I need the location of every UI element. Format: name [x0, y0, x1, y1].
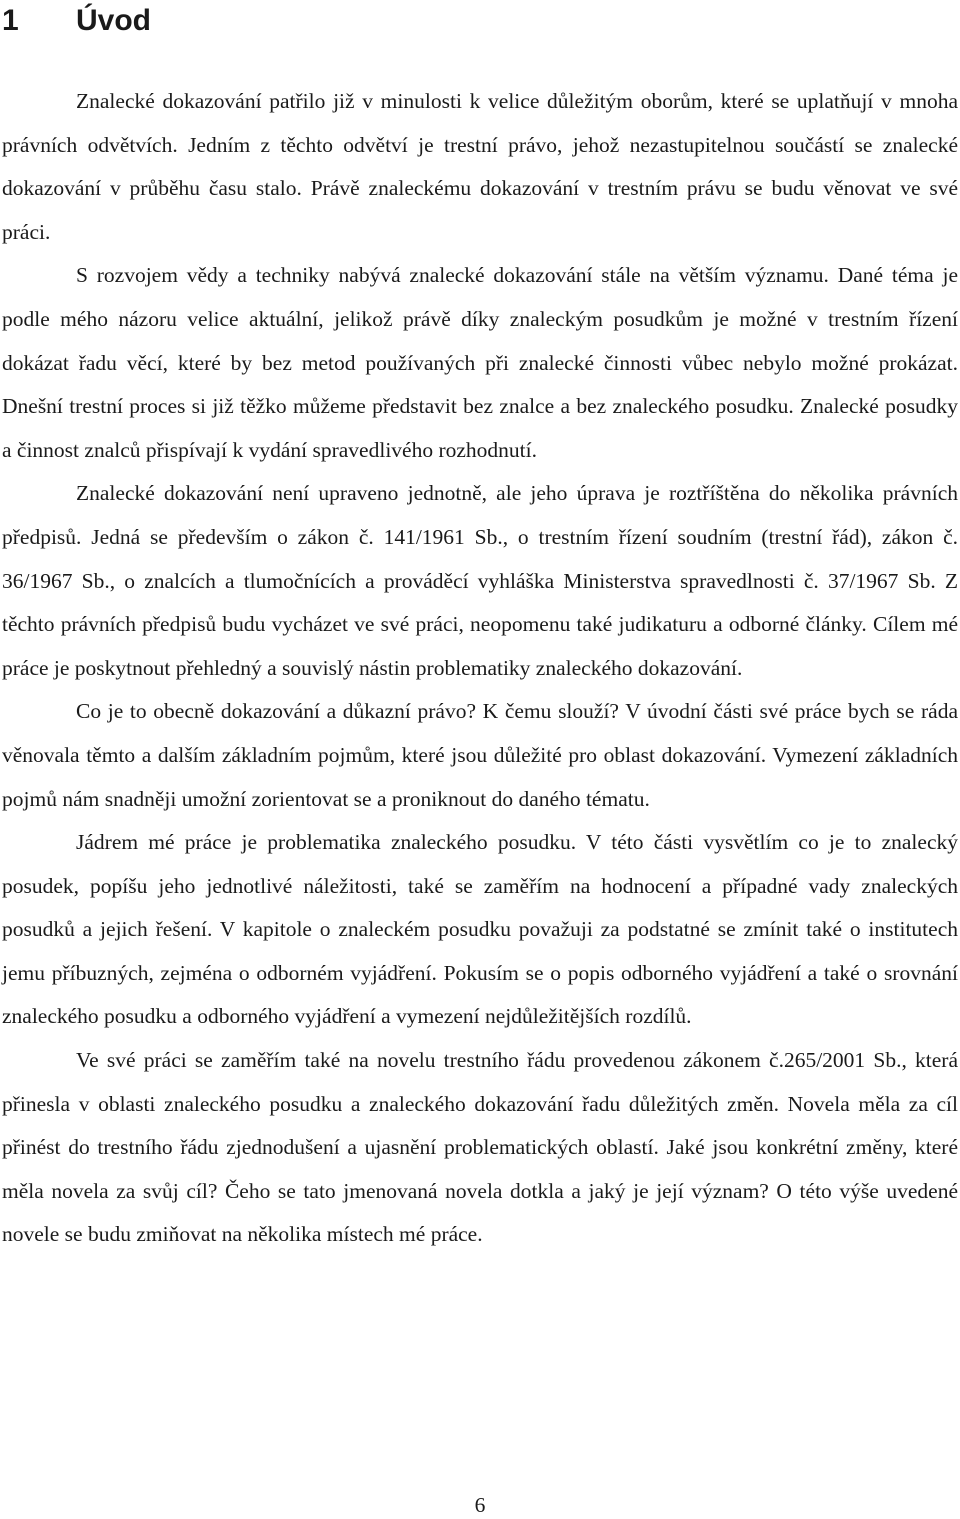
- paragraph: Znalecké dokazování patřilo již v minulosti k velice důležitým oborům, které se uplatňují v mnoha právních odvětvích. Jedním z těchto odvětví je trestní právo, jehož nezastupitelnou součástí se znalecké dokazování v průběhu času stalo. Právě znaleckému dokazování v trestním právu se budu věnovat ve své práci.: [2, 89, 958, 244]
- paragraph: Co je to obecně dokazování a důkazní právo? K čemu slouží? V úvodní části své práce bych se ráda věnovala těmto a dalším základním pojmům, které jsou důležité pro oblast dokazování. Vymezení základních pojmů nám snadněji umožní zorientovat se a proniknout do daného tématu.: [2, 699, 958, 811]
- page-number: 6: [474, 1493, 486, 1517]
- body-text: [2, 80, 958, 1257]
- chapter-heading: [2, 0, 151, 42]
- paragraph: Ve své práci se zaměřím také na novelu trestního řádu provedenou zákonem č.265/2001 Sb., která přinesla v oblasti znaleckého posudku a znaleckého dokazování řadu důležitých změn. Novela měla za cíl přinést do trestního řádu zjednodušení a ujasnění problematických oblastí. Jaké jsou konkrétní změny, které měla novela za svůj cíl? Čeho se tato jmenovaná novela dotkla a jaký je její význam? O této výše uvedené novele se budu zmiňovat na několika místech mé práce.: [2, 1048, 958, 1247]
- paragraph: Jádrem mé práce je problematika znaleckého posudku. V této části vysvětlím co je to znalecký posudek, popíšu jeho jednotlivé náležitosti, také se zaměřím na hodnocení a případné vady znaleckých posudků a jejich řešení. V kapitole o znaleckém posudku považuji za podstatné se zmínit také o institutech jemu příbuzných, zejména o odborném vyjádření. Pokusím se o popis odborného vyjádření a také o srovnání znaleckého posudku a odborného vyjádření a vymezení nejdůležitějších rozdílů.: [2, 830, 958, 1029]
- chapter-number: 1: [2, 4, 19, 37]
- paragraph: S rozvojem vědy a techniky nabývá znalecké dokazování stále na větším významu. Dané téma je podle mého názoru velice aktuální, jelikož právě díky znaleckým posudkům je možné v trestním řízení dokázat řadu věcí, které by bez metod používaných při znalecké činnosti vůbec nebylo možné prokázat. Dnešní trestní proces si již těžko můžeme představit bez znalce a bez znaleckého posudku. Znalecké posudky a činnost znalců přispívají k vydání spravedlivého rozhodnutí.: [2, 263, 958, 462]
- paragraph: Znalecké dokazování není upraveno jednotně, ale jeho úprava je roztříštěna do několika právních předpisů. Jedná se především o zákon č. 141/1961 Sb., o trestním řízení soudním (trestní řád), zákon č. 36/1967 Sb., o znalcích a tlumočnících a prováděcí vyhláška Ministerstva spravedlnosti č. 37/1967 Sb. Z těchto právních předpisů budu vycházet ve své práci, neopomenu také judikaturu a odborné články. Cílem mé práce je poskytnout přehledný a souvislý nástin problematiky znaleckého dokazování.: [2, 481, 958, 680]
- chapter-title: Úvod: [76, 4, 151, 37]
